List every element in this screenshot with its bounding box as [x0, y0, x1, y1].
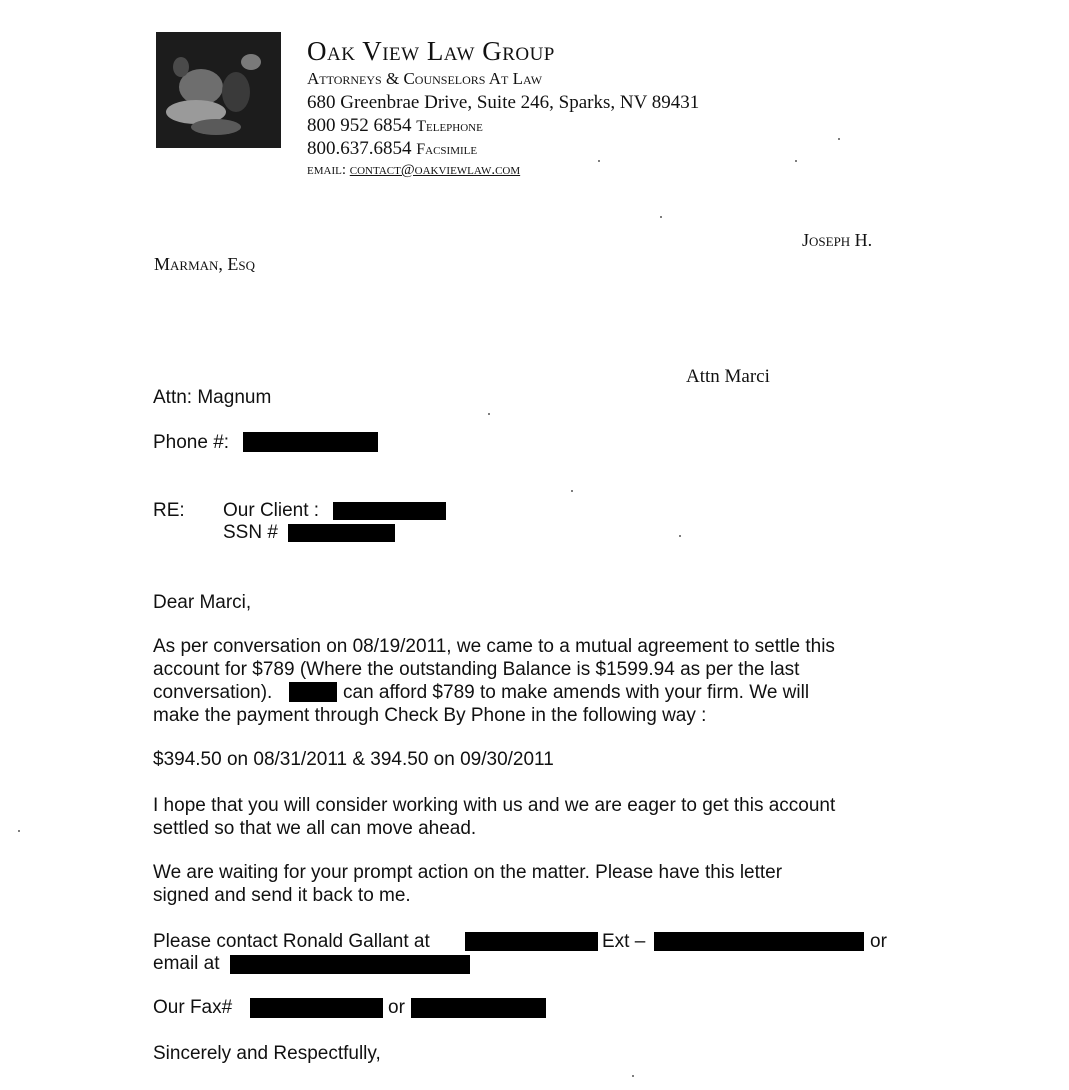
contact-ext: Ext – — [602, 931, 646, 952]
payment-schedule: $394.50 on 08/31/2011 & 394.50 on 09/30/2011 — [153, 749, 554, 770]
p1-line3b: can afford $789 to make amends with your firm. We will — [343, 682, 810, 703]
redaction-ssn — [288, 524, 395, 542]
closing: Sincerely and Respectfully, — [153, 1043, 381, 1064]
contact-or: or — [870, 931, 887, 952]
redaction-name — [289, 682, 337, 702]
p4-line1: We are waiting for your prompt action on the matter. Please have this letter — [153, 862, 783, 883]
scan-speck — [679, 535, 681, 537]
redaction-client — [333, 502, 446, 520]
redaction-fax1 — [250, 998, 383, 1018]
p1-line4: make the payment through Check By Phone in the following way : — [153, 705, 707, 726]
re-label: RE: — [153, 500, 185, 521]
scan-speck — [18, 830, 20, 832]
phone-label: Phone #: — [153, 432, 230, 453]
attn-marci: Attn Marci — [686, 366, 770, 387]
redaction-fax2 — [411, 998, 546, 1018]
firm-logo — [156, 32, 281, 148]
scan-speck — [838, 138, 840, 140]
scan-speck — [632, 1075, 634, 1077]
attn-magnum: Attn: Magnum — [153, 387, 272, 408]
attorney-name-part2: Marman, Esq — [154, 254, 256, 274]
scan-speck — [660, 216, 662, 218]
redaction-contact-phone — [465, 932, 598, 951]
scan-speck — [571, 490, 573, 492]
telephone-label: Telephone — [416, 118, 483, 135]
p3-line2: settled so that we all can move ahead. — [153, 818, 477, 839]
scan-speck — [488, 413, 490, 415]
firm-fax — [307, 138, 477, 160]
attorney-name-part1: Joseph H. — [802, 230, 873, 250]
redaction-ext — [654, 932, 864, 951]
fax-label: Facsimile — [416, 141, 478, 158]
email-label: email: — [307, 162, 346, 178]
p1-line1: As per conversation on 08/19/2011, we came to a mutual agreement to settle this — [153, 636, 835, 657]
firm-telephone — [307, 115, 483, 137]
p3-line1: I hope that you will consider working with us and we are eager to get this account — [153, 795, 836, 816]
fax-number: 800.637.6854 — [307, 138, 412, 159]
redaction-phone — [243, 432, 378, 452]
telephone-number: 800 952 6854 — [307, 115, 412, 136]
email-link[interactable]: contact@oakviewlaw.com — [349, 162, 521, 178]
fax-label-body: Our Fax# — [153, 997, 233, 1018]
client-label: Our Client : — [223, 500, 320, 521]
p4-line2: signed and send it back to me. — [153, 885, 411, 906]
p1-line3a: conversation). — [153, 682, 273, 703]
firm-subtitle: Attorneys & Counselors At Law — [307, 69, 543, 88]
firm-email — [307, 162, 520, 179]
contact-text: Please contact Ronald Gallant at — [153, 931, 430, 952]
scan-speck — [598, 160, 600, 162]
salutation: Dear Marci, — [153, 592, 252, 613]
contact-email-label: email at — [153, 953, 220, 974]
firm-address: 680 Greenbrae Drive, Suite 246, Sparks, NV 89431 — [307, 92, 700, 113]
redaction-email — [230, 955, 470, 974]
p1-line2: account for $789 (Where the outstanding Balance is $1599.94 as per the last — [153, 659, 800, 680]
fax-or: or — [388, 997, 405, 1018]
firm-name: Oak View Law Group — [307, 36, 555, 66]
scan-speck — [795, 160, 797, 162]
ssn-label: SSN # — [223, 522, 278, 543]
